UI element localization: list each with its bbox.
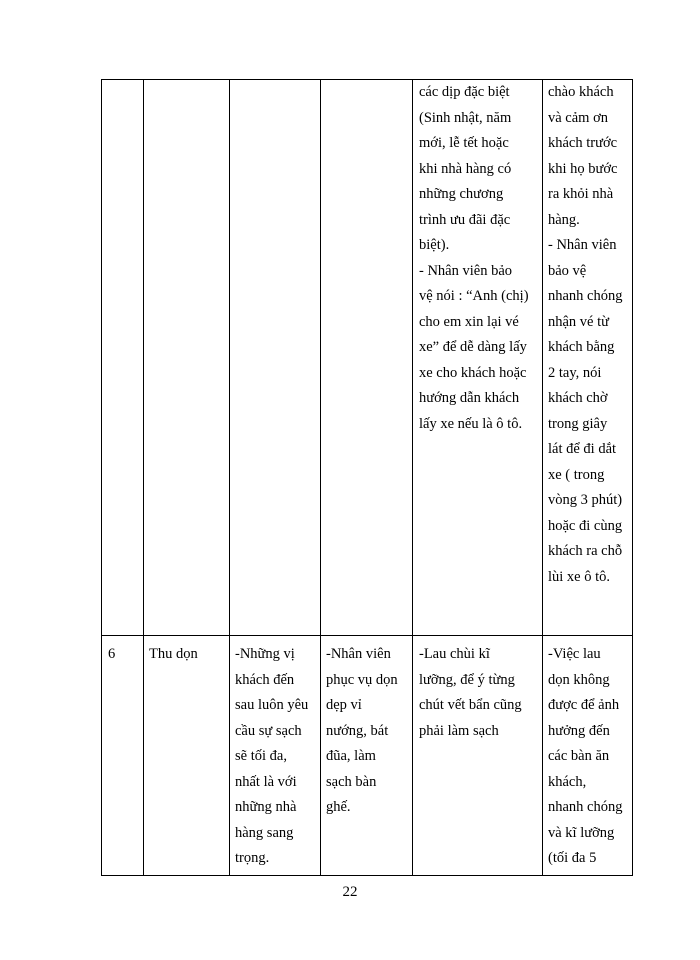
row6-col3-cell: -Nhân viên phục vụ dọn dẹp vỉ nướng, bát đũa, làm sạch bàn ghế. xyxy=(326,646,398,815)
cont-row-col4-cell: các dịp đặc biệt (Sinh nhật, năm mới, lễ tết hoặc khi nhà hàng có những chương trình ưu đãi đặc biệt). - Nhân viên bảo vệ nói : “Anh (chị) cho em xin lại vé xe” để dễ dàng lấy xe cho khách hoặc hướng dẫn khách lấy xe nếu là ô tô. xyxy=(419,84,529,432)
row6-col4-cell: -Lau chùi kĩ lưỡng, để ý từng chút vết bẩn cũng phải làm sạch xyxy=(419,646,522,739)
row6-step-cell: Thu dọn xyxy=(149,646,198,662)
page-number: 22 xyxy=(342,884,358,900)
row-divider xyxy=(102,635,632,636)
row6-col2-cell: -Những vị khách đến sau luôn yêu cầu sự sạch sẽ tối đa, nhất là với những nhà hàng sang trọng. xyxy=(235,646,309,866)
column-divider xyxy=(412,80,413,875)
cont-row-col5-cell: chào khách và cảm ơn khách trước khi họ bước ra khỏi nhà hàng. - Nhân viên bảo vệ nhanh chóng nhận vé từ khách bằng 2 tay, nói khách chờ trong giây lát để đi dắt xe ( trong vòng 3 phút) hoặc đi cùng khách ra chỗ lùi xe ô tô. xyxy=(548,84,623,585)
column-divider xyxy=(542,80,543,875)
row6-stt-cell: 6 xyxy=(108,646,116,662)
column-divider xyxy=(143,80,144,875)
column-divider xyxy=(320,80,321,875)
column-divider xyxy=(229,80,230,875)
data-table xyxy=(101,79,633,876)
row6-col5-cell: -Việc lau dọn không được để ảnh hưởng đến các bàn ăn khách, nhanh chóng và kĩ lưỡng (tối đa 5 xyxy=(548,646,623,866)
